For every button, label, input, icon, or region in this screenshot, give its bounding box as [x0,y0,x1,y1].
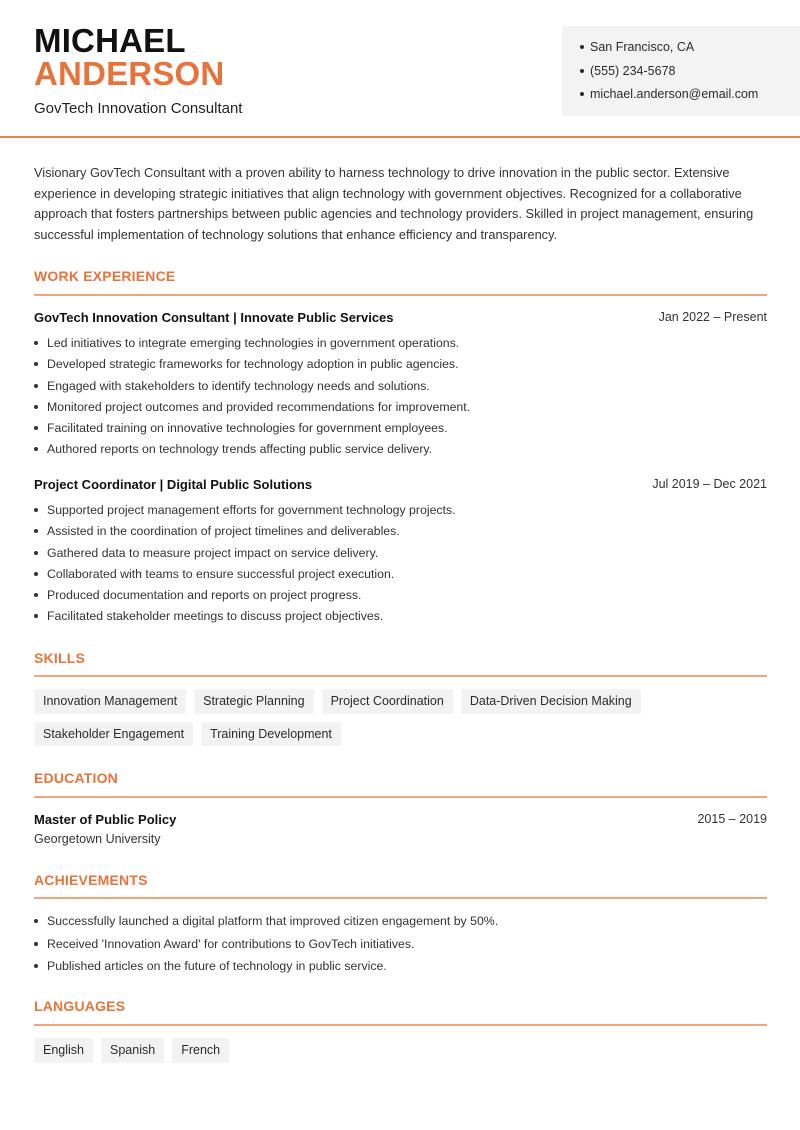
skill-tag: Strategic Planning [194,689,313,714]
contact-email-text: michael.anderson@email.com [590,87,759,101]
job-title-heading: GovTech Innovation Consultant [34,100,243,117]
list-item [34,524,774,545]
list-item-text: Led initiatives to integrate emerging technologies in government operations. [47,336,460,350]
list-item [34,336,774,357]
list-item [34,421,774,442]
list-item-text: Successfully launched a digital platform that improved citizen engagement by 50%. [47,914,499,928]
list-item [34,503,774,524]
education-degree: Master of Public Policy [34,812,177,827]
bullet-icon [34,593,38,597]
contact-email [580,87,800,111]
list-item-text: Received 'Innovation Award' for contributions to GovTech initiatives. [47,936,415,951]
bullet-icon [34,508,38,512]
skill-tag: Training Development [201,722,341,747]
section-divider [34,796,767,798]
bullet-icon [580,45,584,49]
list-item-text: Engaged with stakeholders to identify technology needs and solutions. [47,378,430,393]
job-2-title: Project Coordinator | Digital Public Solutions [34,477,313,492]
list-item [34,937,774,960]
section-divider [34,675,767,677]
professional-summary: Visionary GovTech Consultant with a proven ability to harness technology to drive innovation in the public sector. Extensive experience in developing strategic initiatives that align technology with government objectives. Recognized for a collaborative approach that fosters partnerships between public agencies and technology providers. Skilled in project management, ensuring successful implementation of technology solutions that enhance efficiency and transparency. [34,165,754,242]
skill-tag: Stakeholder Engagement [34,722,193,747]
bullet-icon [34,942,38,946]
section-title-skills: SKILLS [34,650,85,666]
list-item-text: Assisted in the coordination of project timelines and deliverables. [47,524,400,539]
bullet-icon [34,384,38,388]
list-item-text: Facilitated stakeholder meetings to discuss project objectives. [47,609,384,624]
list-item [34,609,774,630]
list-item [34,546,774,567]
list-item [34,400,774,421]
bullet-icon [34,341,38,345]
section-divider [34,294,767,296]
list-item-text: Gathered data to measure project impact on service delivery. [47,545,379,560]
job-1-dates: Jan 2022 – Present [658,310,767,324]
section-divider [34,897,767,899]
education-school: Georgetown University [34,832,161,846]
section-divider [34,1024,767,1026]
list-item [34,567,774,588]
list-item [34,914,774,937]
job-2-bullets [34,503,774,631]
list-item [34,588,774,609]
bullet-icon [580,69,584,73]
contact-phone [580,64,800,88]
job-1-title: GovTech Innovation Consultant | Innovate Public Services [34,310,394,325]
job-1-bullets [34,336,774,464]
list-item [34,357,774,378]
contact-location-text: San Francisco, CA [590,40,695,54]
list-item-text: Facilitated training on innovative technologies for government employees. [47,421,448,436]
bullet-icon [34,426,38,430]
list-item-text: Developed strategic frameworks for technology adoption in public agencies. [47,357,459,372]
first-name: MICHAEL [34,22,186,59]
bullet-icon [34,551,38,555]
section-title-education: EDUCATION [34,770,118,786]
list-item-text: Monitored project outcomes and provided recommendations for improvement. [47,399,471,414]
bullet-icon [34,964,38,968]
skill-tag: Innovation Management [34,689,186,714]
last-name: ANDERSON [34,55,225,92]
section-title-achievements: ACHIEVEMENTS [34,872,148,888]
education-dates: 2015 – 2019 [697,812,767,826]
candidate-name [34,24,224,90]
section-title-languages: LANGUAGES [34,998,126,1014]
list-item-text: Published articles on the future of technology in public service. [47,959,387,973]
list-item [34,442,774,463]
section-title-work: WORK EXPERIENCE [34,268,176,284]
skill-tag: Data-Driven Decision Making [461,689,641,714]
bullet-icon [34,405,38,409]
bullet-icon [34,362,38,366]
job-2-dates: Jul 2019 – Dec 2021 [652,477,767,491]
bullet-icon [34,529,38,533]
contact-box [562,26,800,116]
bullet-icon [580,92,584,96]
language-tag: French [172,1038,229,1063]
list-item-text: Authored reports on technology trends affecting public service delivery. [47,442,433,457]
list-item [34,379,774,400]
skill-tag: Project Coordination [322,689,453,714]
list-item [34,959,774,982]
skills-list [34,689,774,746]
resume-header [0,0,800,138]
bullet-icon [34,447,38,451]
bullet-icon [34,614,38,618]
achievements-list [34,914,774,982]
language-tag: Spanish [101,1038,164,1063]
list-item-text: Collaborated with teams to ensure successful project execution. [47,566,395,581]
languages-list [34,1038,774,1063]
contact-phone-text: (555) 234-5678 [590,63,676,78]
contact-location [580,40,800,64]
bullet-icon [34,572,38,576]
list-item-text: Supported project management efforts for government technology projects. [47,503,456,517]
language-tag: English [34,1038,93,1063]
list-item-text: Produced documentation and reports on project progress. [47,588,362,603]
bullet-icon [34,919,38,923]
